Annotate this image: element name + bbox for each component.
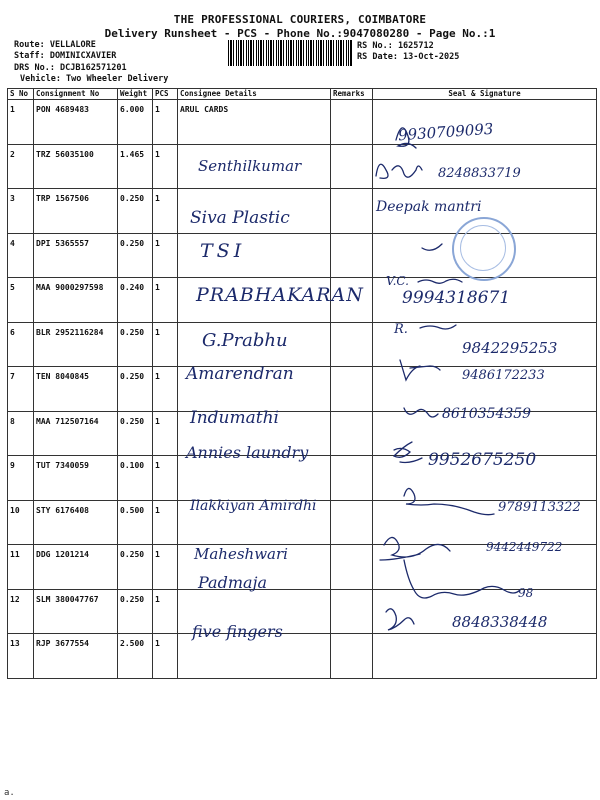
row-consignment-no: TUT 7340059: [34, 456, 118, 501]
row-consignment-no: MAA 712507164: [34, 411, 118, 456]
runsheet-subtitle: Delivery Runsheet - PCS - Phone No.:9047080280 - Page No.:1: [104, 27, 496, 40]
row-weight: 0.240: [118, 278, 153, 323]
row-consignment-no: MAA 9000297598: [34, 278, 118, 323]
vehicle-label: Vehicle: Two Wheeler Delivery: [20, 74, 169, 84]
row-weight: 0.100: [118, 456, 153, 501]
row-pcs: 1: [153, 634, 178, 679]
col-pcs: PCS: [153, 89, 178, 100]
row-sno: 13: [8, 634, 34, 679]
route-label: Route: VELLALORE: [14, 40, 96, 50]
row-weight: 0.250: [118, 189, 153, 234]
row-consignment-no: DDG 1201214: [34, 545, 118, 590]
row-pcs: 1: [153, 144, 178, 189]
row9-consignee-handwriting: Annies laundry: [186, 443, 309, 462]
row-pcs: 1: [153, 411, 178, 456]
row10-signature-scribble: [404, 488, 494, 514]
row-sno: 12: [8, 589, 34, 634]
row-consignee: ARUL CARDS: [178, 100, 331, 145]
col-weight: Weight: [118, 89, 153, 100]
row9-phone-handwriting: 9952675250: [428, 450, 537, 470]
row-pcs: 1: [153, 278, 178, 323]
row-sno: 8: [8, 411, 34, 456]
rs-date: RS Date: 13-Oct-2025: [357, 52, 460, 62]
row11-phone-handwriting: 9442449722: [486, 540, 563, 554]
row7-signature-scribble: [400, 360, 440, 380]
col-seal-signature: Seal & Signature: [373, 89, 597, 100]
row-weight: 6.000: [118, 100, 153, 145]
row-consignment-no: SLM 380047767: [34, 589, 118, 634]
row12-signature-scribble: [404, 560, 520, 598]
page-title: THE PROFESSIONAL COURIERS, COIMBATORE: [173, 13, 427, 26]
row-weight: 0.250: [118, 589, 153, 634]
row13-signature-scribble: [386, 609, 414, 630]
row-weight: 1.465: [118, 144, 153, 189]
col-sno: S No: [8, 89, 34, 100]
row-pcs: 1: [153, 322, 178, 367]
row-sno: 5: [8, 278, 34, 323]
row-sno: 9: [8, 456, 34, 501]
row12-signature: 98: [518, 586, 534, 600]
row-weight: 0.250: [118, 233, 153, 278]
row3-signature: Deepak mantri: [376, 199, 482, 215]
drs-number: DRS No.: DCJB162571201: [14, 63, 127, 73]
row7-consignee-handwriting: Amarendran: [186, 364, 294, 384]
row-pcs: 1: [153, 500, 178, 545]
row-sno: 10: [8, 500, 34, 545]
row-pcs: 1: [153, 589, 178, 634]
row6-signature-scribble: [420, 325, 456, 329]
col-remarks: Remarks: [331, 89, 373, 100]
row-sno: 7: [8, 367, 34, 412]
rs-number: RS No.: 1625712: [357, 41, 434, 51]
row13-consignee-handwriting: five fingers: [192, 622, 283, 641]
row5-phone-handwriting: 9994318671: [402, 288, 511, 308]
row-consignment-no: PON 4689483: [34, 100, 118, 145]
row6-phone-handwriting: 9842295253: [462, 339, 558, 357]
row-pcs: 1: [153, 456, 178, 501]
staff-label: Staff: DOMINICXAVIER: [14, 51, 117, 61]
col-consignment: Consignment No: [34, 89, 118, 100]
row11-signature-scribble: [380, 537, 450, 560]
row-consignment-no: TRP 1567506: [34, 189, 118, 234]
row-weight: 0.250: [118, 411, 153, 456]
row-sno: 2: [8, 144, 34, 189]
row11-consignee-handwriting: Maheshwari: [194, 545, 288, 563]
row2-phone-handwriting: 8248833719: [438, 166, 521, 181]
row5-consignee-handwriting: PRABHAKARAN: [196, 284, 364, 306]
row10-consignee-handwriting: Ilakkiyan Amirdhi: [190, 498, 317, 514]
row-pcs: 1: [153, 100, 178, 145]
row-sno: 11: [8, 545, 34, 590]
row-consignment-no: DPI 5365557: [34, 233, 118, 278]
row-weight: 0.250: [118, 367, 153, 412]
corner-mark: a.: [4, 788, 15, 798]
row3-consignee-handwriting: Siva Plastic: [190, 208, 290, 228]
row-pcs: 1: [153, 545, 178, 590]
row5-signature-scribble: [418, 279, 462, 283]
row2-signature-scribble: [376, 164, 422, 178]
row-sno: 4: [8, 233, 34, 278]
row8-consignee-handwriting: Indumathi: [190, 408, 279, 428]
row4-consignee-handwriting: TSI: [200, 240, 246, 262]
row-sno: 6: [8, 322, 34, 367]
row-weight: 0.250: [118, 545, 153, 590]
row9-signature-scribble: [394, 442, 422, 463]
row-pcs: 1: [153, 189, 178, 234]
row-consignment-no: RJP 3677554: [34, 634, 118, 679]
row8-phone-handwriting: 8610354359: [442, 406, 532, 422]
row-pcs: 1: [153, 367, 178, 412]
row-sno: 3: [8, 189, 34, 234]
row8-signature-scribble: [404, 408, 438, 417]
row12-consignee-handwriting: Padmaja: [198, 573, 268, 592]
row-consignment-no: BLR 2952116284: [34, 322, 118, 367]
row-consignment-no: TEN 8040845: [34, 367, 118, 412]
row1-signature-scribble: [396, 128, 416, 148]
row-pcs: 1: [153, 233, 178, 278]
col-consignee: Consignee Details: [178, 89, 331, 100]
row13-phone-handwriting: 8848338448: [452, 613, 548, 631]
row-weight: 0.500: [118, 500, 153, 545]
row5-signature: V.C.: [386, 274, 409, 288]
row10-phone-handwriting: 9789113322: [498, 500, 581, 515]
row6-consignee-handwriting: G.Prabhu: [202, 330, 288, 351]
row-consignment-no: TRZ 56035100: [34, 144, 118, 189]
row-consignment-no: STY 6176408: [34, 500, 118, 545]
row7-phone-handwriting: 9486172233: [462, 368, 545, 383]
row-weight: 2.500: [118, 634, 153, 679]
row4-signature-scribble: [422, 244, 442, 250]
row-sno: 1: [8, 100, 34, 145]
row6-signature: R.: [394, 322, 408, 337]
row-weight: 0.250: [118, 322, 153, 367]
row1-signature: 9930709093: [397, 119, 494, 145]
row2-consignee-handwriting: Senthilkumar: [198, 157, 302, 175]
